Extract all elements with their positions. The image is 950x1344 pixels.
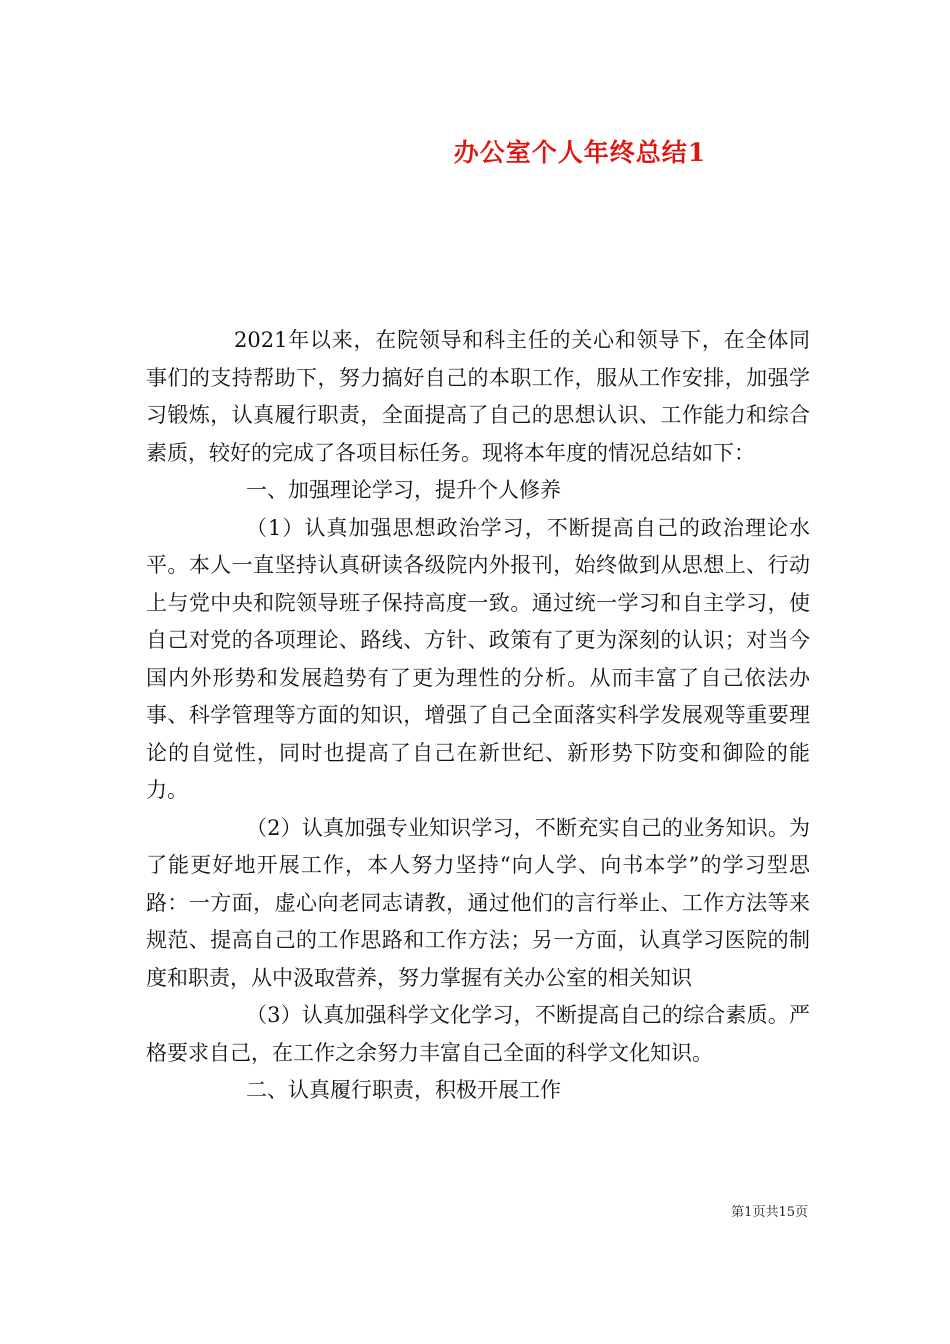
- paragraph-item-2: （2）认真加强专业知识学习，不断充实自己的业务知识。为了能更好地开展工作，本人努力坚持“向人学、向书本学”的学习型思路：一方面，虚心向老同志请教，通过他们的言行举止、工作方法等来规范、提高自己的工作思路和工作方法；另一方面，认真学习医院的制度和职责，从中汲取营养，努力掌握有关办公室的相关知识: [146, 815, 810, 990]
- intro-paragraph: 2021年以来，在院领导和科主任的关心和领导下，在全体同事们的支持帮助下，努力搞好自己的本职工作，服从工作安排，加强学习锻炼，认真履行职责，全面提高了自己的思想认识、工作能力和综合素质，较好的完成了各项目标任务。现将本年度的情况总结如下：: [146, 328, 810, 465]
- section-heading-1: 一、加强理论学习，提升个人修养: [246, 478, 561, 502]
- page-number-footer: 第1页共15页: [731, 1205, 808, 1220]
- document-title: 办公室个人年终总结1: [453, 138, 707, 167]
- paragraph-item-3: （3）认真加强科学文化学习，不断提高自己的综合素质。严格要求自己，在工作之余努力丰富自己全面的科学文化知识。: [146, 1003, 810, 1065]
- paragraph-item-1: （1）认真加强思想政治学习，不断提高自己的政治理论水平。本人一直坚持认真研读各级院内外报刊，始终做到从思想上、行动上与党中央和院领导班子保持高度一致。通过统一学习和自主学习，使自己对党的各项理论、路线、方针、政策有了更为深刻的认识；对当今国内外形势和发展趋势有了更为理性的分析。从而丰富了自己依法办事、科学管理等方面的知识，增强了自己全面落实科学发展观等重要理论的自觉性，同时也提高了自己在新世纪、新形势下防变和御险的能力。: [146, 515, 810, 802]
- section-heading-2: 二、认真履行职责，积极开展工作: [246, 1078, 561, 1102]
- document-body: [146, 322, 810, 1110]
